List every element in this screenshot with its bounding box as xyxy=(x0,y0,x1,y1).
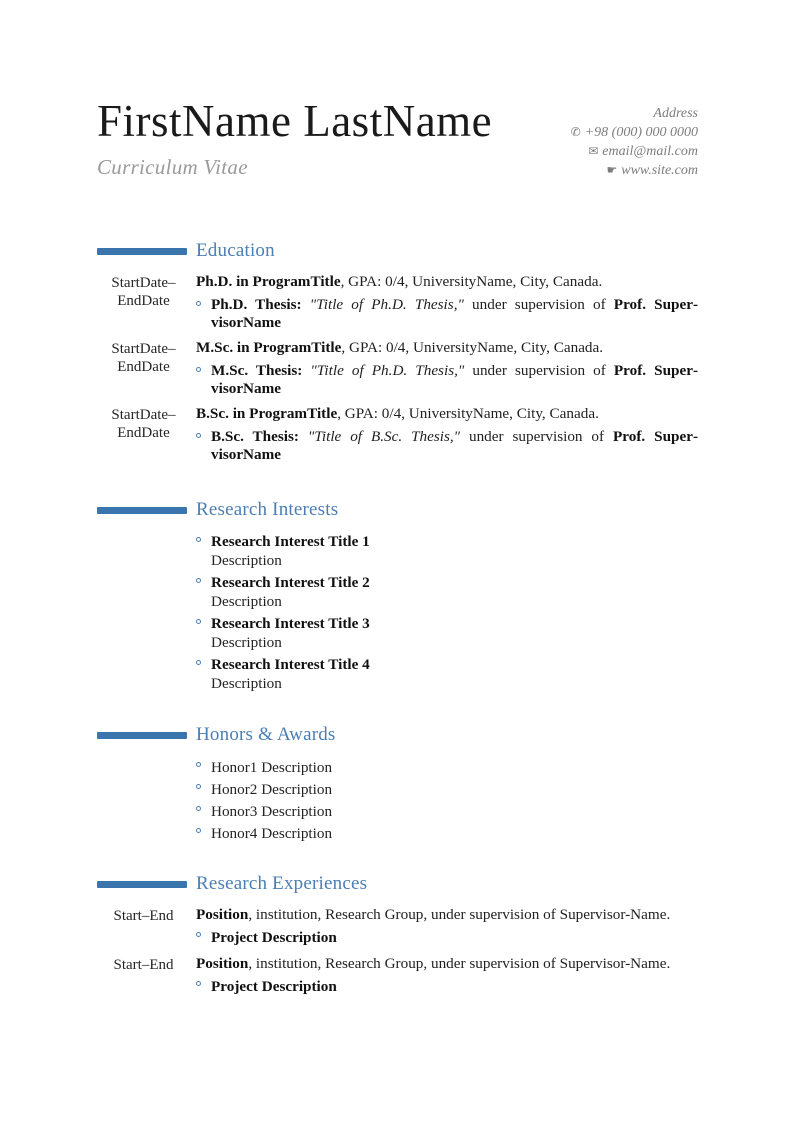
section-title: Education xyxy=(196,240,275,262)
section-rule-bar xyxy=(97,248,187,255)
research-interest-item xyxy=(196,532,698,570)
section-bar-cell xyxy=(97,881,190,888)
thesis-title: "Title of B.Sc. Thesis," xyxy=(307,428,461,446)
degree-headline xyxy=(196,405,698,423)
contact-email[interactable] xyxy=(571,142,698,161)
circle-bullet-icon xyxy=(196,932,201,937)
position-headline xyxy=(196,906,698,924)
education-entry xyxy=(97,273,698,339)
honor-item xyxy=(196,801,698,823)
entry-dates xyxy=(97,339,190,405)
honors-list xyxy=(196,757,698,845)
research-interest-item xyxy=(196,614,698,652)
circle-bullet-icon xyxy=(196,981,201,986)
project-text: Project Description xyxy=(211,978,337,996)
address-text: Address xyxy=(653,106,698,122)
honor-text: Honor1 Description xyxy=(211,759,333,777)
thesis-label: M.Sc. Thesis: xyxy=(211,362,303,380)
entry-dates xyxy=(97,955,190,1002)
thesis-item xyxy=(196,296,698,332)
experience-entry xyxy=(97,906,698,953)
research-interest-item xyxy=(196,573,698,611)
supervisor-name: Prof. SupervisorName xyxy=(211,362,699,398)
interest-title xyxy=(211,655,698,675)
circle-bullet-icon xyxy=(196,537,201,542)
date-end: EndDate xyxy=(117,425,170,442)
supervisor-name: Prof. SupervisorName xyxy=(211,428,699,464)
contact-block xyxy=(571,104,698,180)
honor-text: Honor4 Description xyxy=(211,825,333,843)
thesis-item xyxy=(196,428,698,464)
pointing-hand-icon: ☛ xyxy=(606,163,618,178)
empty-date-cell xyxy=(97,532,190,696)
project-item xyxy=(196,976,698,997)
contact-website[interactable] xyxy=(571,161,698,180)
section-research-experiences xyxy=(97,873,698,1002)
entry-body xyxy=(196,906,698,953)
section-header xyxy=(97,724,698,746)
section-rule-bar xyxy=(97,507,187,514)
circle-bullet-icon xyxy=(196,367,201,372)
position-headline xyxy=(196,955,698,973)
interest-title xyxy=(211,614,698,634)
honor-item xyxy=(196,757,698,779)
date-start: StartDate– xyxy=(111,275,176,292)
section-header xyxy=(97,240,698,262)
circle-bullet-icon xyxy=(196,301,201,306)
interest-title-text: Research Interest Title 2 xyxy=(211,574,370,592)
date-range: Start–End xyxy=(113,908,174,925)
section-bar-cell xyxy=(97,248,190,255)
circle-bullet-icon xyxy=(196,578,201,583)
section-research-interests xyxy=(97,499,698,696)
section-header xyxy=(97,873,698,895)
section-title: Research Experiences xyxy=(196,873,368,895)
project-item xyxy=(196,927,698,948)
section-title: Honors & Awards xyxy=(196,724,336,746)
honor-text: Honor2 Description xyxy=(211,781,333,799)
interest-title-text: Research Interest Title 4 xyxy=(211,656,370,674)
empty-date-cell xyxy=(97,757,190,845)
date-start: StartDate– xyxy=(111,407,176,424)
date-end: EndDate xyxy=(117,293,170,310)
degree-detail: , GPA: 0/4, UniversityName, City, Canada. xyxy=(340,273,603,291)
position-detail: , institution, Research Group, under supervision of Supervisor-Name. xyxy=(248,906,671,924)
section-header xyxy=(97,499,698,521)
document-subtitle: Curriculum Vitae xyxy=(97,155,248,180)
header xyxy=(97,98,698,180)
degree-title: B.Sc. in ProgramTitle xyxy=(196,405,338,423)
cv-content xyxy=(97,0,698,1004)
website-text: www.site.com xyxy=(621,163,698,179)
entry-body xyxy=(196,273,698,339)
section-title: Research Interests xyxy=(196,499,339,521)
entry-body xyxy=(196,339,698,405)
interest-title xyxy=(211,573,698,593)
thesis-label: B.Sc. Thesis: xyxy=(211,428,299,446)
position-detail: , institution, Research Group, under supervision of Supervisor-Name. xyxy=(248,955,671,973)
entry-body xyxy=(196,955,698,1002)
section-bar-cell xyxy=(97,732,190,739)
contact-phone[interactable] xyxy=(571,123,698,142)
interest-description: Description xyxy=(211,675,282,693)
circle-bullet-icon xyxy=(196,433,201,438)
thesis-item xyxy=(196,362,698,398)
thesis-connector: under supervision of xyxy=(472,362,606,380)
circle-bullet-icon xyxy=(196,619,201,624)
degree-title: M.Sc. in ProgramTitle xyxy=(196,339,342,357)
degree-detail: , GPA: 0/4, UniversityName, City, Canada. xyxy=(341,339,604,357)
education-entry xyxy=(97,339,698,405)
envelope-icon: ✉ xyxy=(588,144,599,159)
interest-description: Description xyxy=(211,552,282,570)
thesis-connector: under supervision of xyxy=(472,296,606,314)
research-interest-item xyxy=(196,655,698,693)
entry-dates xyxy=(97,273,190,339)
contact-address xyxy=(571,104,698,123)
thesis-label: Ph.D. Thesis: xyxy=(211,296,302,314)
entry-dates xyxy=(97,906,190,953)
thesis-connector: under supervision of xyxy=(468,428,605,446)
section-body-row xyxy=(97,757,698,845)
circle-bullet-icon xyxy=(196,806,201,811)
thesis-title: "Title of Ph.D. Thesis," xyxy=(309,296,464,314)
section-honors-awards xyxy=(97,724,698,845)
honor-item xyxy=(196,779,698,801)
interests-list xyxy=(196,532,698,696)
experience-entry xyxy=(97,955,698,1002)
section-bar-cell xyxy=(97,507,190,514)
interest-description: Description xyxy=(211,593,282,611)
interest-title xyxy=(211,532,698,552)
interest-description: Description xyxy=(211,634,282,652)
interest-title-text: Research Interest Title 1 xyxy=(211,533,370,551)
date-end: EndDate xyxy=(117,359,170,376)
phone-icon: ✆ xyxy=(570,125,581,140)
circle-bullet-icon xyxy=(196,784,201,789)
section-body-row xyxy=(97,532,698,696)
section-rule-bar xyxy=(97,881,187,888)
date-range: Start–End xyxy=(113,957,174,974)
circle-bullet-icon xyxy=(196,828,201,833)
position-title: Position xyxy=(196,955,249,973)
honor-item xyxy=(196,823,698,845)
email-text: email@mail.com xyxy=(602,144,698,160)
entry-dates xyxy=(97,405,190,471)
position-title: Position xyxy=(196,906,249,924)
circle-bullet-icon xyxy=(196,660,201,665)
degree-title: Ph.D. in ProgramTitle xyxy=(196,273,341,291)
interest-title-text: Research Interest Title 3 xyxy=(211,615,370,633)
identity-block xyxy=(97,98,492,180)
education-entry xyxy=(97,405,698,471)
circle-bullet-icon xyxy=(196,762,201,767)
degree-headline xyxy=(196,339,698,357)
honor-text: Honor3 Description xyxy=(211,803,333,821)
phone-text: +98 (000) 000 0000 xyxy=(584,125,698,141)
degree-headline xyxy=(196,273,698,291)
thesis-title: "Title of Ph.D. Thesis," xyxy=(310,362,465,380)
date-start: StartDate– xyxy=(111,341,176,358)
section-education xyxy=(97,240,698,471)
supervisor-name: Prof. SupervisorName xyxy=(211,296,699,332)
degree-detail: , GPA: 0/4, UniversityName, City, Canada. xyxy=(337,405,599,423)
entry-body xyxy=(196,405,698,471)
section-rule-bar xyxy=(97,732,187,739)
person-name: FirstName LastName xyxy=(97,96,493,146)
project-text: Project Description xyxy=(211,929,337,947)
